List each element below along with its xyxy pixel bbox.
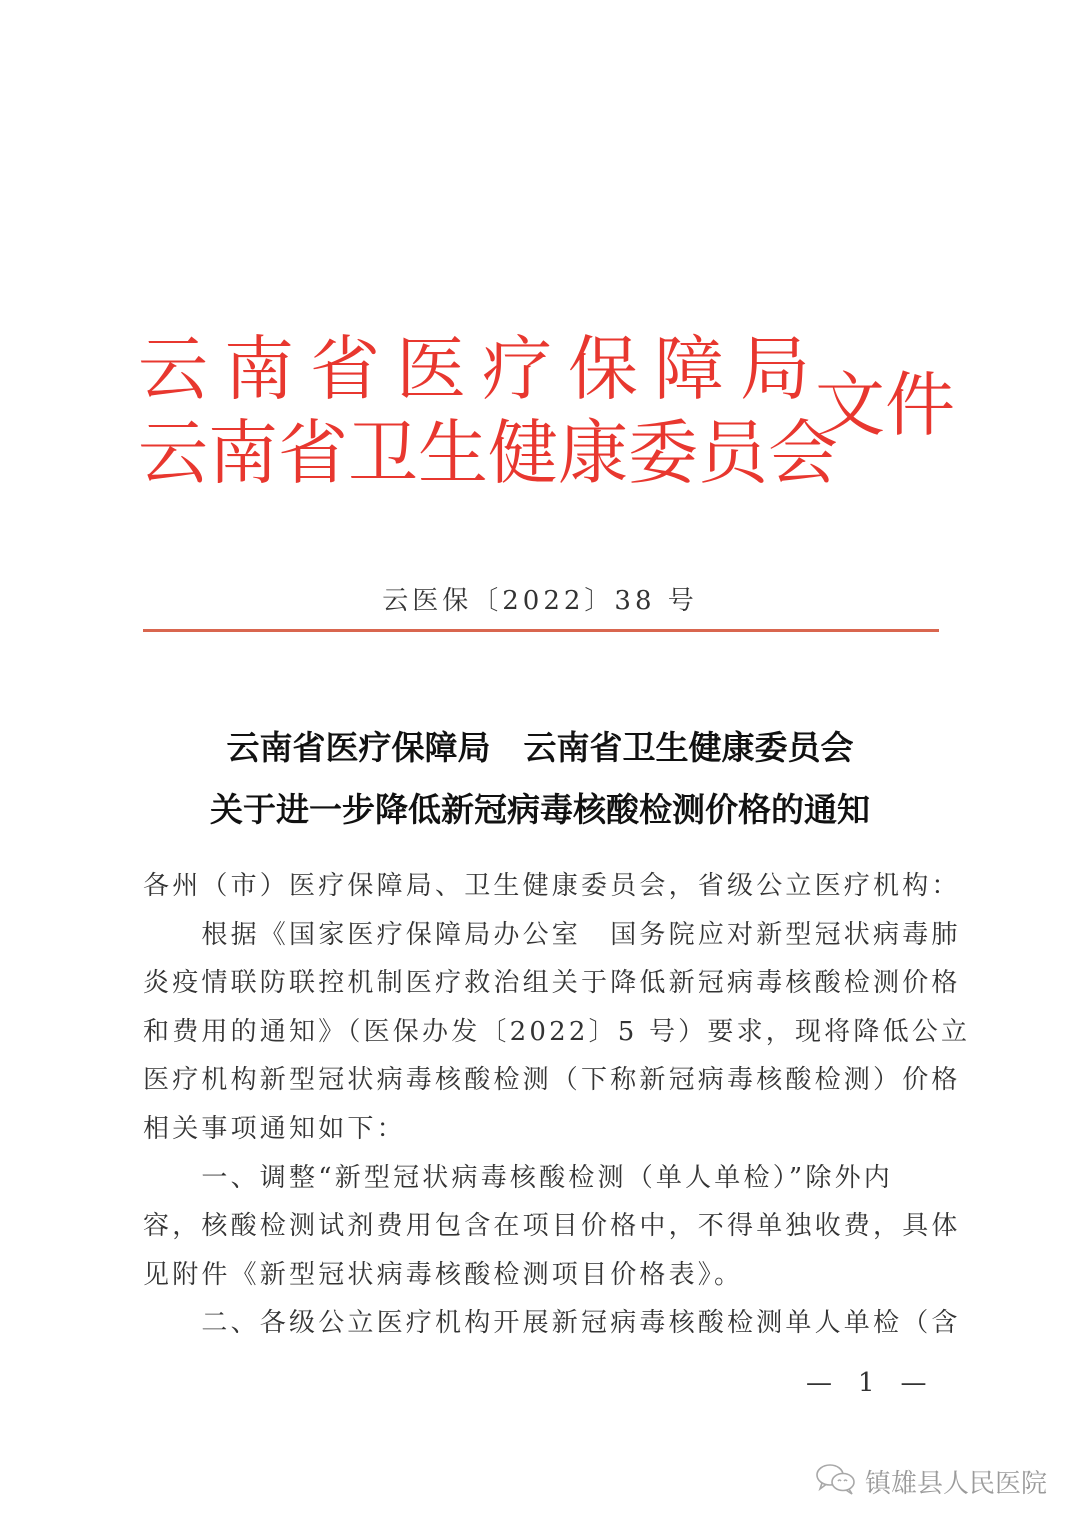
notice-title-line-2: 关于进一步降低新冠病毒核酸检测价格的通知 [210, 790, 870, 829]
document-suffix: 文件 [815, 364, 955, 446]
body-line: 一、调整“新型冠状病毒核酸检测（单人单检）”除外内 [143, 1162, 893, 1193]
body-line: 各州（市）医疗保障局、卫生健康委员会，省级公立医疗机构： [143, 871, 961, 901]
body-line: 根据《国家医疗保障局办公室 国务院应对新型冠状病毒肺 [143, 919, 961, 950]
body-line: 二、各级公立医疗机构开展新冠病毒核酸检测单人单检（含 [143, 1308, 961, 1339]
body-line: 容，核酸检测试剂费用包含在项目价格中，不得单独收费，具体 [143, 1211, 961, 1242]
wechat-watermark [815, 1462, 1047, 1500]
body-line: 和费用的通知》（医保办发〔2022〕5 号）要求，现将降低公立 [143, 1016, 971, 1047]
body-line: 炎疫情联防联控机制医疗救治组关于降低新冠病毒核酸检测价格 [143, 968, 961, 999]
page-number: — 1 — [806, 1368, 927, 1398]
body-line: 医疗机构新型冠状病毒核酸检测（下称新冠病毒核酸检测）价格 [143, 1065, 961, 1096]
issuing-org-medical-security: 云南省医疗保障局 [138, 328, 826, 410]
body-line: 见附件《新型冠状病毒核酸检测项目价格表》。 [143, 1259, 744, 1290]
notice-title-line-1: 云南省医疗保障局 云南省卫生健康委员会 [226, 728, 854, 767]
notice-body [143, 862, 971, 1348]
body-line: 相关事项通知如下： [143, 1113, 406, 1144]
issuing-org-health-commission: 云南省卫生健康委员会 [138, 412, 838, 494]
red-divider [143, 629, 939, 632]
wechat-icon [815, 1462, 857, 1500]
watermark-account-name: 镇雄县人民医院 [865, 1468, 1048, 1499]
document-number: 云医保〔2022〕38 号 [382, 586, 698, 616]
